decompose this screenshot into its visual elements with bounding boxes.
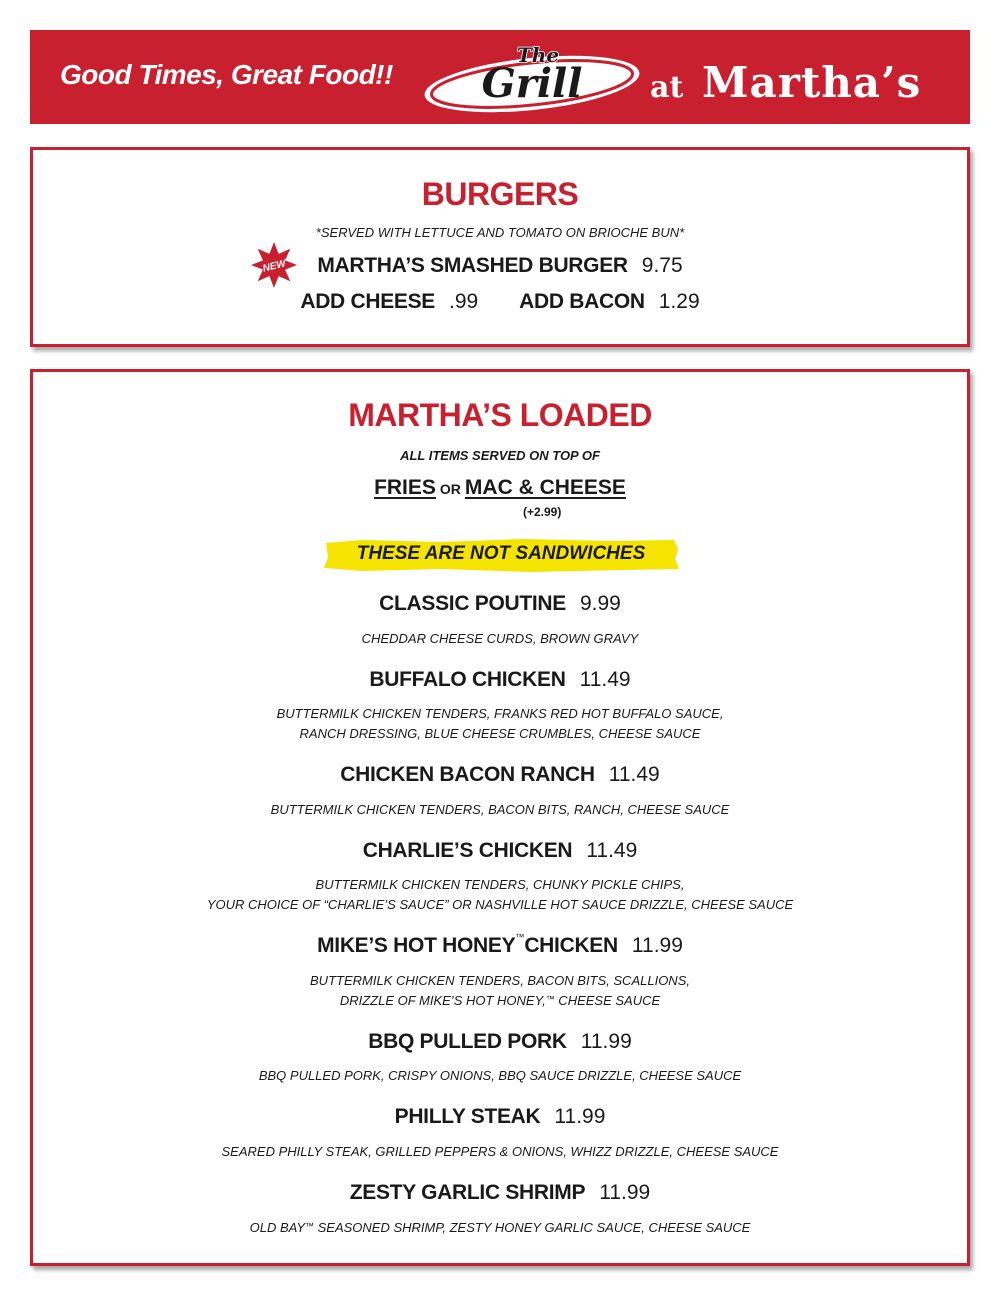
addon-cheese-price: .99	[449, 290, 479, 313]
item-price: 11.99	[631, 934, 683, 957]
trademark: ™	[515, 932, 525, 942]
item-description	[33, 991, 967, 1011]
desc-part: DRIZZLE OF MIKE’S HOT HONEY,	[339, 993, 546, 1008]
item-name: CHICKEN BACON RANCH	[340, 763, 595, 786]
not-sandwiches-text: THESE ARE NOT SANDWICHES	[356, 543, 646, 564]
item-name: CHARLIE’S CHICKEN	[362, 839, 573, 862]
brand-name: Martha’s	[702, 58, 922, 107]
item-description: BUTTERMILK CHICKEN TENDERS, BACON BITS, RANCH, CHEESE SAUCE	[270, 802, 730, 817]
item-price: 11.99	[554, 1105, 606, 1128]
item-description: BUTTERMILK CHICKEN TENDERS, CHUNKY PICKLE CHIPS,	[315, 877, 685, 892]
item-price: 11.99	[580, 1030, 632, 1053]
item-description: BBQ PULLED PORK, CRISPY ONIONS, BBQ SAUCE DRIZZLE, CHEESE SAUCE	[258, 1068, 742, 1083]
menu-item	[33, 1181, 967, 1205]
item-description: YOUR CHOICE OF “CHARLIE’S SAUCE” OR NASHVILLE HOT SAUCE DRIZZLE, CHEESE SAUCE	[206, 897, 794, 912]
burgers-note: *SERVED WITH LETTUCE AND TOMATO ON BRIOCHE BUN*	[315, 225, 685, 240]
menu-item	[33, 592, 967, 616]
item-price: 11.49	[579, 668, 631, 691]
item-name: CHICKEN	[524, 934, 618, 957]
addon-bacon-price: 1.29	[658, 290, 700, 313]
loaded-base-options	[33, 476, 967, 500]
base-mac-cheese: MAC & CHEESE	[464, 476, 626, 499]
not-sandwiches-banner	[322, 537, 680, 573]
item-name: PHILLY STEAK	[394, 1105, 541, 1128]
loaded-intro: ALL ITEMS SERVED ON TOP OF	[400, 448, 600, 463]
item-price: 11.99	[599, 1181, 651, 1204]
tagline: Good Times, Great Food!!	[60, 59, 393, 90]
addon-cheese-name: ADD CHEESE	[300, 290, 436, 313]
mac-upcharge: (+2.99)	[523, 505, 562, 519]
item-price: 11.49	[608, 763, 660, 786]
item-price: 11.49	[586, 839, 638, 862]
burger-addons	[33, 290, 967, 314]
burgers-section	[30, 147, 970, 347]
logo-at: at	[650, 70, 684, 105]
logo-grill-text: Grill	[481, 60, 583, 107]
desc-part: OLD BAY	[249, 1220, 306, 1235]
base-fries: FRIES	[374, 476, 436, 499]
item-description	[33, 1218, 967, 1238]
header-banner	[30, 30, 970, 124]
trademark: ™	[305, 1221, 315, 1231]
burger-item	[33, 254, 967, 278]
menu-item	[33, 839, 967, 863]
menu-item	[33, 1105, 967, 1129]
burger-name: MARTHA’S SMASHED BURGER	[317, 254, 628, 277]
addon-bacon-name: ADD BACON	[519, 290, 645, 313]
item-name: BBQ PULLED PORK	[368, 1030, 567, 1053]
item-name: BUFFALO CHICKEN	[369, 668, 566, 691]
new-badge-text: NEW	[261, 258, 288, 275]
item-description: RANCH DRESSING, BLUE CHEESE CRUMBLES, CHEESE SAUCE	[299, 726, 701, 741]
menu-item	[33, 934, 967, 958]
item-description: SEARED PHILLY STEAK, GRILLED PEPPERS & ONIONS, WHIZZ DRIZZLE, CHEESE SAUCE	[221, 1144, 779, 1159]
loaded-section	[30, 369, 970, 1266]
burger-price: 9.75	[641, 254, 683, 277]
item-description: BUTTERMILK CHICKEN TENDERS, BACON BITS, SCALLIONS,	[310, 973, 690, 988]
item-name: CLASSIC POUTINE	[379, 592, 566, 615]
grill-logo	[420, 42, 644, 116]
desc-part: SEASONED SHRIMP, ZESTY HONEY GARLIC SAUCE, CHEESE SAUCE	[314, 1220, 751, 1235]
loaded-title: MARTHA’S LOADED	[348, 397, 652, 433]
base-or: OR	[439, 481, 461, 497]
item-name: ZESTY GARLIC SHRIMP	[349, 1181, 586, 1204]
item-price: 9.99	[579, 592, 621, 615]
desc-part: CHEESE SAUCE	[554, 993, 661, 1008]
item-description: CHEDDAR CHEESE CURDS, BROWN GRAVY	[361, 631, 639, 646]
menu-item	[33, 1030, 967, 1054]
item-description: BUTTERMILK CHICKEN TENDERS, FRANKS RED HOT BUFFALO SAUCE,	[276, 706, 724, 721]
item-name: MIKE’S HOT HONEY	[317, 934, 516, 957]
trademark: ™	[545, 994, 555, 1004]
burgers-title: BURGERS	[421, 176, 579, 212]
menu-item	[33, 668, 967, 692]
logo-the-text: The	[516, 43, 560, 67]
menu-item	[33, 763, 967, 787]
